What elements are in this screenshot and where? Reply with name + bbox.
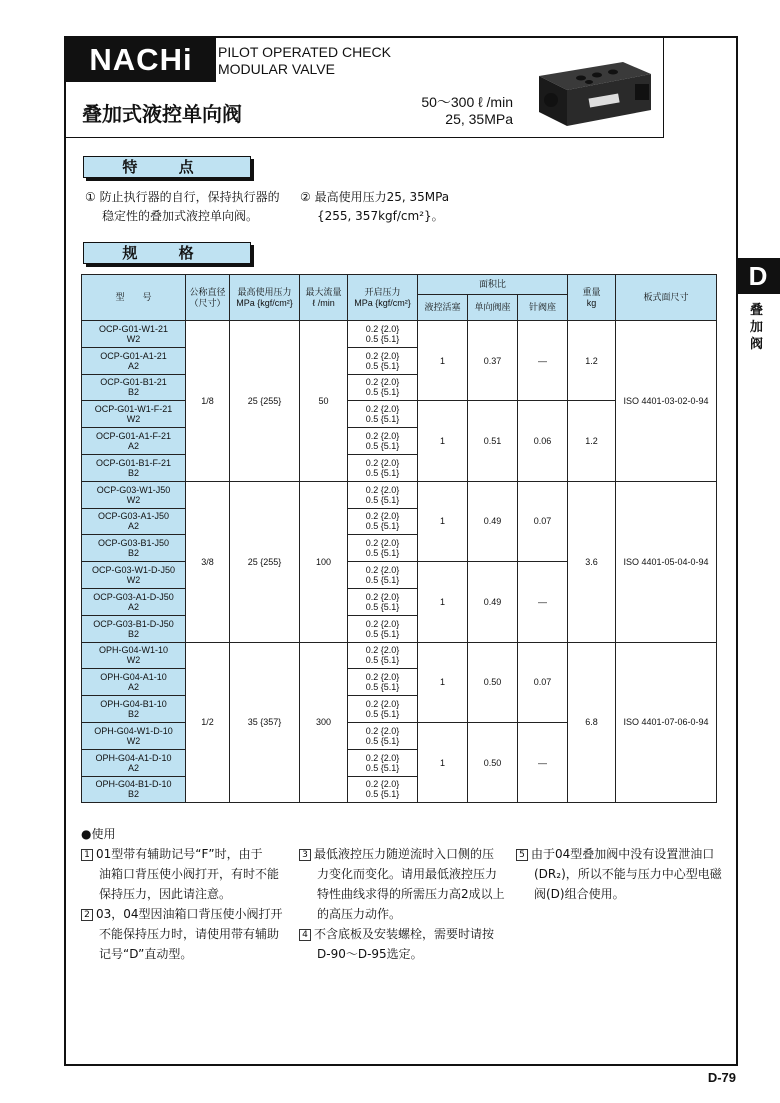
crack-pressure-cell: 0.2 {2.0} 0.5 {5.1} [348,481,418,508]
pilot-piston-cell: 1 [418,401,468,481]
crack-pressure-cell: 0.2 {2.0} 0.5 {5.1} [348,347,418,374]
usage-col-1: ●使用 1 01型带有辅助记号“F”时，由于 油箱口背压使小阀打开，有时不能 保持压力，因此请注意。 2 03，04型因油箱口背压使小阀打开 不能保持压力时，请使用带有辅助 记号“D”直动型。 [81,824,283,964]
mounting-cell: ISO 4401-03-02-0-94 [616,321,717,482]
crack-pressure-cell: 0.2 {2.0} 0.5 {5.1} [348,669,418,696]
pilot-piston-cell: 1 [418,642,468,722]
pilot-piston-cell: 1 [418,562,468,642]
spec-table-body [82,321,717,803]
model-cell: OCP-G03-A1-D-J50 A2 [82,588,186,615]
model-cell: OPH-G04-A1-D-10 A2 [82,749,186,776]
check-seat-cell: 0.49 [468,562,518,642]
usage-col-3: 5 由于04型叠加阀中没有设置泄油口 (DR₂)，所以不能与压力中心型电磁 阀(D)组合使用。 [516,844,722,904]
nominal-size-cell: 1/8 [186,321,230,482]
note-5: 5 由于04型叠加阀中没有设置泄油口 [516,844,722,864]
needle-seat-cell: — [518,321,568,401]
nominal-size-cell: 1/2 [186,642,230,803]
weight-cell: 6.8 [568,642,616,803]
model-cell: OCP-G01-A1-F-21 A2 [82,428,186,455]
crack-pressure-cell: 0.2 {2.0} 0.5 {5.1} [348,374,418,401]
crack-pressure-cell: 0.2 {2.0} 0.5 {5.1} [348,508,418,535]
check-seat-cell: 0.37 [468,321,518,401]
check-seat-cell: 0.50 [468,722,518,802]
flow-rating: 50～300 ℓ /min [421,94,513,110]
crack-pressure-cell: 0.2 {2.0} 0.5 {5.1} [348,562,418,589]
model-cell: OPH-G04-B1-10 B2 [82,696,186,723]
model-cell: OPH-G04-W1-D-10 W2 [82,722,186,749]
model-cell: OCP-G03-B1-D-J50 B2 [82,615,186,642]
weight-cell: 1.2 [568,321,616,401]
crack-pressure-cell: 0.2 {2.0} 0.5 {5.1} [348,776,418,803]
model-cell: OCP-G03-W1-D-J50 W2 [82,562,186,589]
page-number: D-79 [707,1070,736,1085]
needle-seat-cell: 0.07 [518,481,568,561]
col-max-pressure: 最高使用压力 MPa {kgf/cm²} [230,275,300,321]
max-flow-cell: 100 [300,481,348,642]
pilot-piston-cell: 1 [418,321,468,401]
crack-pressure-cell: 0.2 {2.0} 0.5 {5.1} [348,749,418,776]
usage-col-2: 3 最低液控压力随逆流时入口侧的压 力变化而变化。请用最低液控压力 特性曲线求得的所需压力高2成以上 的高压力动作。 4 不含底板及安装螺栓，需要时请按 D-90～D-95选定。 [299,844,505,964]
needle-seat-cell: 0.06 [518,401,568,481]
pressure-rating: 25, 35MPa [445,111,513,127]
features-heading: 特 点 [83,156,251,178]
max-pressure-cell: 25 {255} [230,321,300,482]
crack-pressure-cell: 0.2 {2.0} 0.5 {5.1} [348,454,418,481]
model-cell: OCP-G03-B1-J50 B2 [82,535,186,562]
needle-seat-cell: — [518,722,568,802]
chinese-title: 叠加式液控单向阀 [82,102,242,126]
model-cell: OCP-G01-B1-21 B2 [82,374,186,401]
max-flow-cell: 50 [300,321,348,482]
mounting-cell: ISO 4401-05-04-0-94 [616,481,717,642]
col-mounting: 板式面尺寸 [616,275,717,321]
max-pressure-cell: 35 {357} [230,642,300,803]
col-max-flow: 最大流量 ℓ /min [300,275,348,321]
needle-seat-cell: 0.07 [518,642,568,722]
table-row [82,321,717,348]
crack-pressure-cell: 0.2 {2.0} 0.5 {5.1} [348,535,418,562]
model-cell: OCP-G01-B1-F-21 B2 [82,454,186,481]
model-cell: OCP-G01-W1-F-21 W2 [82,401,186,428]
section-tab: D [736,258,780,294]
crack-pressure-cell: 0.2 {2.0} 0.5 {5.1} [348,642,418,669]
model-cell: OCP-G01-A1-21 A2 [82,347,186,374]
valve-image [531,48,656,132]
col-check-seat: 单向阀座 [468,295,518,321]
note-3: 3 最低液控压力随逆流时入口侧的压 [299,844,505,864]
max-pressure-cell: 25 {255} [230,481,300,642]
crack-pressure-cell: 0.2 {2.0} 0.5 {5.1} [348,588,418,615]
col-nominal: 公称直径 （尺寸） [186,275,230,321]
weight-cell: 1.2 [568,401,616,481]
model-cell: OPH-G04-B1-D-10 B2 [82,776,186,803]
col-pilot-piston: 液控活塞 [418,295,468,321]
model-cell: OCP-G03-W1-J50 W2 [82,481,186,508]
table-row [82,481,717,508]
crack-pressure-cell: 0.2 {2.0} 0.5 {5.1} [348,615,418,642]
col-needle-seat: 针阀座 [518,295,568,321]
model-cell: OPH-G04-W1-10 W2 [82,642,186,669]
col-model: 型 号 [82,275,186,321]
nachi-logo: NACHi [66,38,216,82]
header-spec [421,94,513,128]
col-area-ratio: 面积比 [418,275,568,295]
model-cell: OCP-G01-W1-21 W2 [82,321,186,348]
english-title: PILOT OPERATED CHECK MODULAR VALVE [218,44,391,77]
feature-2: ② 最高使用压力25, 35MPa {255, 357kgf/cm²}。 [300,190,450,223]
crack-pressure-cell: 0.2 {2.0} 0.5 {5.1} [348,401,418,428]
col-weight: 重量 kg [568,275,616,321]
note-4: 4 不含底板及安装螺栓，需要时请按 [299,924,505,944]
note-2: 2 03，04型因油箱口背压使小阀打开 [81,904,283,924]
note-1: 1 01型带有辅助记号“F”时，由于 [81,844,283,864]
model-cell: OPH-G04-A1-10 A2 [82,669,186,696]
col-crack-pressure: 开启压力 MPa {kgf/cm²} [348,275,418,321]
feature-1: ① 防止执行器的自行，保持执行器的 稳定性的叠加式液控单向阀。 [85,190,280,223]
mounting-cell: ISO 4401-07-06-0-94 [616,642,717,803]
weight-cell: 3.6 [568,481,616,642]
crack-pressure-cell: 0.2 {2.0} 0.5 {5.1} [348,722,418,749]
table-row [82,642,717,669]
max-flow-cell: 300 [300,642,348,803]
usage-title: ●使用 [81,827,116,841]
crack-pressure-cell: 0.2 {2.0} 0.5 {5.1} [348,321,418,348]
check-seat-cell: 0.50 [468,642,518,722]
nominal-size-cell: 3/8 [186,481,230,642]
section-tab-label: 叠加阀 [750,303,764,352]
crack-pressure-cell: 0.2 {2.0} 0.5 {5.1} [348,428,418,455]
page-frame [64,36,738,1066]
check-seat-cell: 0.51 [468,401,518,481]
check-seat-cell: 0.49 [468,481,518,561]
model-cell: OCP-G03-A1-J50 A2 [82,508,186,535]
crack-pressure-cell: 0.2 {2.0} 0.5 {5.1} [348,696,418,723]
needle-seat-cell: — [518,562,568,642]
specs-heading: 规 格 [83,242,251,264]
spec-table [81,274,717,803]
pilot-piston-cell: 1 [418,481,468,561]
pilot-piston-cell: 1 [418,722,468,802]
header [66,38,664,138]
